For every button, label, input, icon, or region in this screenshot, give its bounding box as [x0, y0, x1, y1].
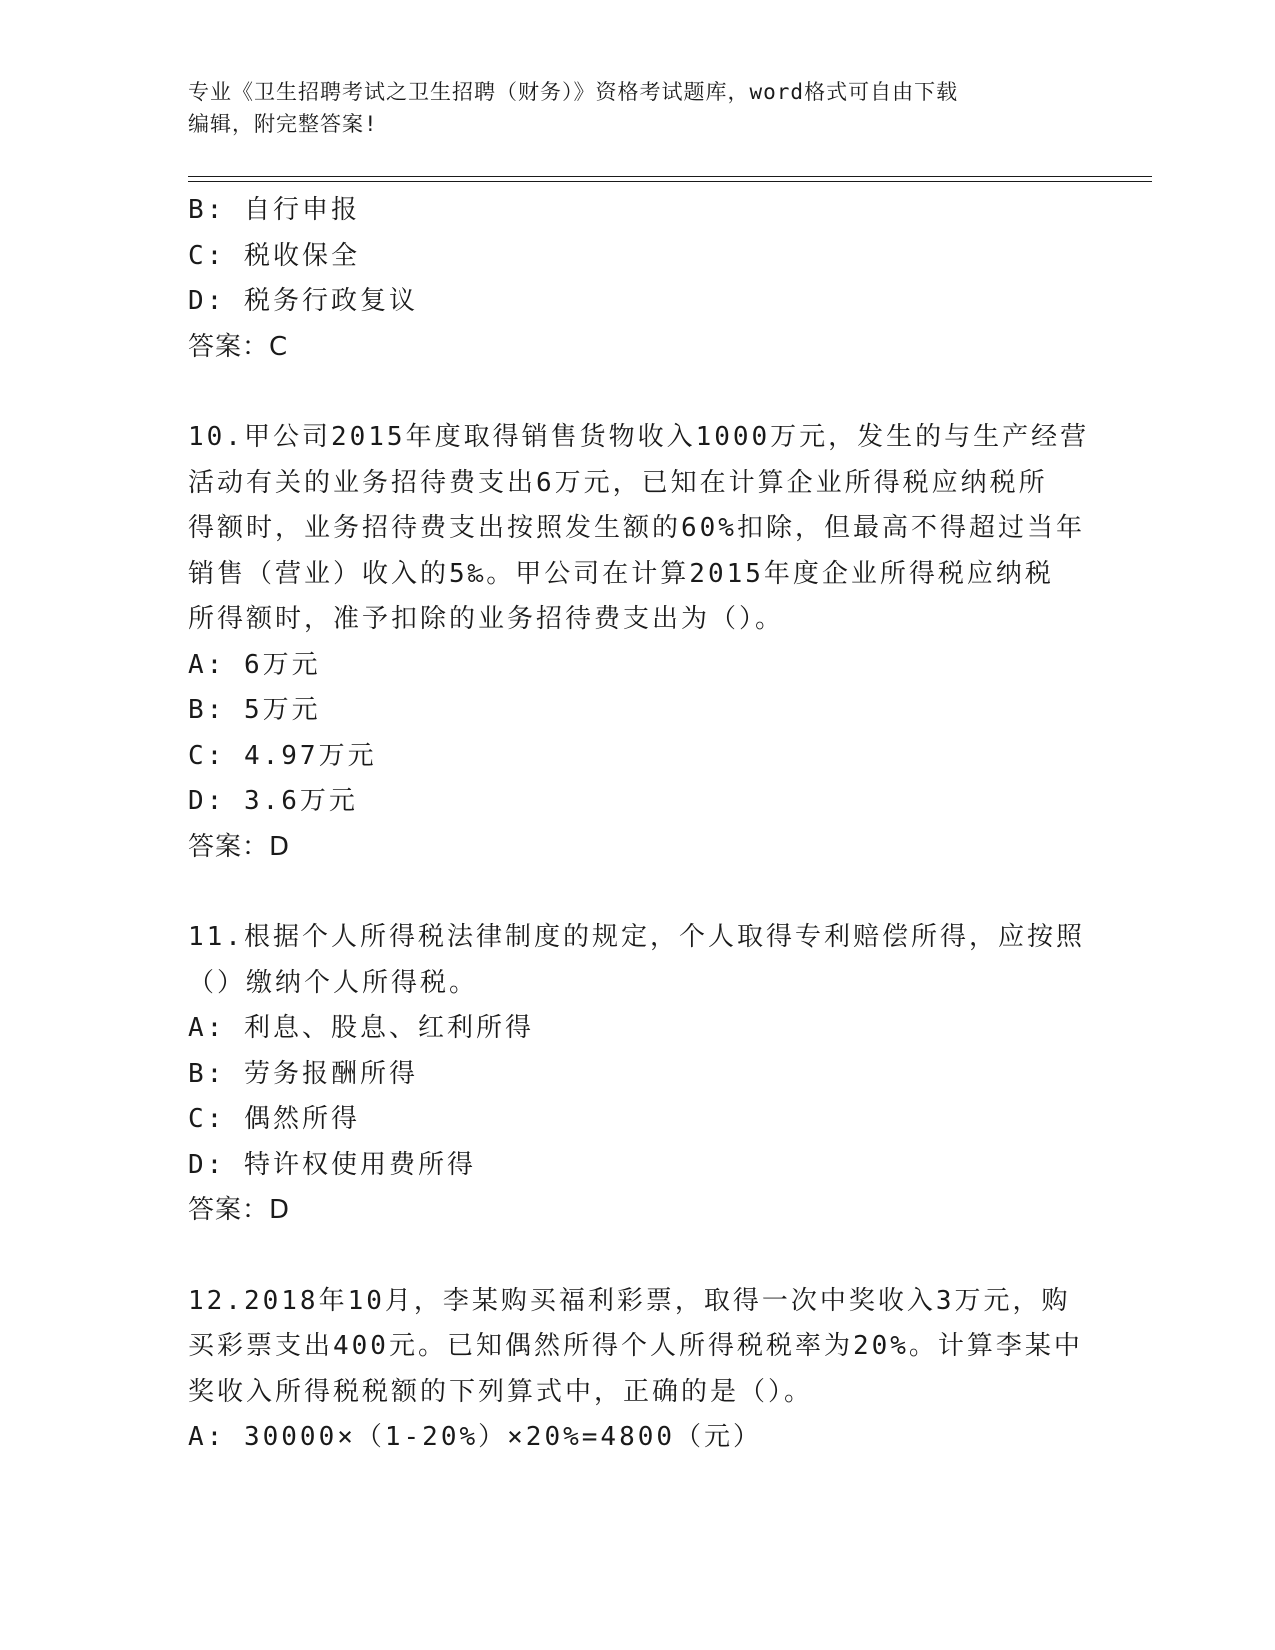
question-12	[188, 1279, 1088, 1461]
question-text-line: 12.2018年10月，李某购买福利彩票，取得一次中奖收入3万元，购	[188, 1285, 1071, 1316]
question-content	[188, 188, 1088, 1461]
answer-label: 答案：D	[188, 831, 291, 862]
question-text-line: 11.根据个人所得税法律制度的规定，个人取得专利赔偿所得，应按照	[188, 922, 1085, 952]
question-9-tail	[188, 188, 1088, 370]
option-b: B: 自行申报	[188, 195, 360, 225]
question-10	[188, 415, 1088, 870]
question-text-line: （）缴纳个人所得税。	[188, 967, 479, 998]
document-header	[188, 76, 1068, 140]
option-d: D: 3.6万元	[188, 786, 358, 816]
option-b: B: 5万元	[188, 695, 321, 725]
option-a: A: 30000×（1-20%）×20%=4800（元）	[188, 1422, 763, 1452]
answer-label: 答案：C	[188, 331, 289, 362]
question-text-line: 奖收入所得税税额的下列算式中，正确的是（）。	[188, 1376, 814, 1407]
header-divider-bottom	[188, 181, 1152, 182]
option-d: D: 税务行政复议	[188, 286, 418, 316]
question-text-line: 所得额时，准予扣除的业务招待费支出为（）。	[188, 604, 785, 634]
header-line-2: 编辑，附完整答案!	[188, 112, 378, 136]
option-c: C: 税收保全	[188, 240, 360, 271]
question-text-line: 活动有关的业务招待费支出6万元，已知在计算企业所得税应纳税所	[188, 467, 1048, 498]
option-c: C: 偶然所得	[188, 1104, 360, 1134]
option-a: A: 6万元	[188, 649, 321, 680]
option-a: A: 利息、股息、红利所得	[188, 1013, 534, 1043]
spacer	[188, 870, 1088, 915]
question-text-line: 销售（营业）收入的5‰。甲公司在计算2015年度企业所得税应纳税	[188, 558, 1054, 589]
option-b: B: 劳务报酬所得	[188, 1058, 418, 1089]
option-c: C: 4.97万元	[188, 740, 377, 771]
question-11	[188, 915, 1088, 1234]
option-d: D: 特许权使用费所得	[188, 1149, 476, 1180]
question-text-line: 10.甲公司2015年度取得销售货物收入1000万元，发生的与生产经营	[188, 422, 1090, 452]
question-text-line: 买彩票支出400元。已知偶然所得个人所得税税率为20%。计算李某中	[188, 1331, 1083, 1361]
header-divider-top	[188, 176, 1152, 177]
spacer	[188, 370, 1088, 415]
spacer	[188, 1234, 1088, 1279]
answer-label: 答案：D	[188, 1195, 291, 1225]
question-text-line: 得额时，业务招待费支出按照发生额的60%扣除，但最高不得超过当年	[188, 513, 1085, 543]
header-line-1: 专业《卫生招聘考试之卫生招聘（财务）》资格考试题库，word格式可自由下载	[188, 80, 959, 104]
